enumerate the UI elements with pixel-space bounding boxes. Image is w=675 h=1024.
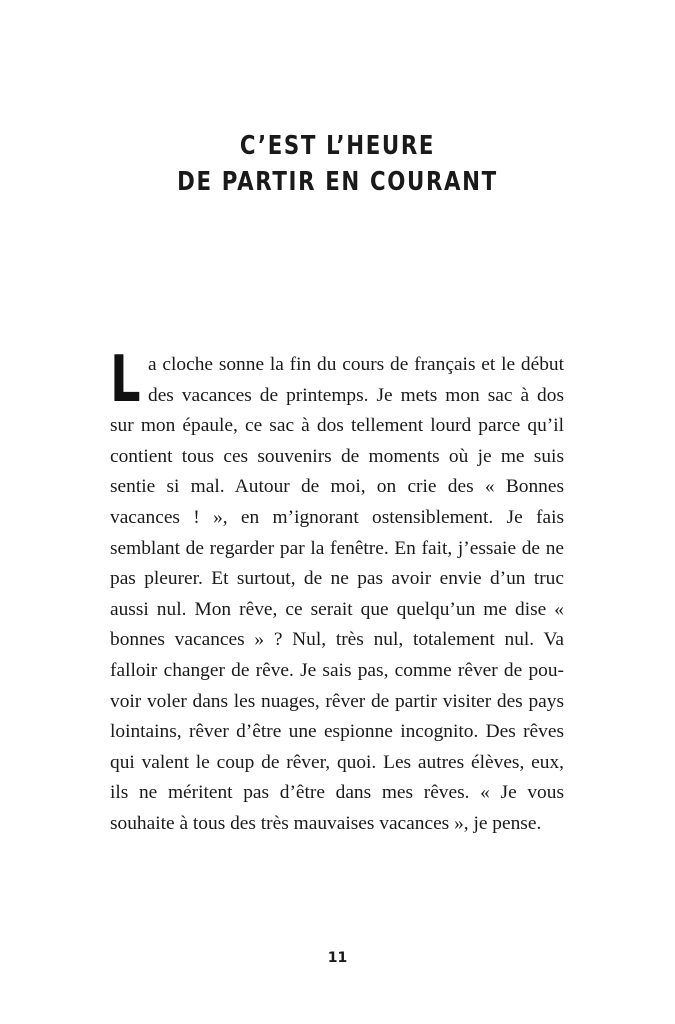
page-number: 11: [327, 950, 348, 966]
chapter-title: [61, 128, 615, 200]
paragraph-text: a cloche sonne la fin du cours de français et le début des vacances de printemps. Je mets mon sac à dos sur mon épaule, ce sac à dos tellement lourd parce qu’il contient tous ces souvenirs de moments où je me suis sentie si mal. Autour de moi, on crie des « Bonnes vacances ! », en m’ignorant ostensiblement. Je fais semblant de regarder par la fenêtre. En fait, j’essaie de ne pas pleurer. Et surtout, de ne pas avoir envie d’un truc aussi nul. Mon rêve, ce serait que quelqu’un me dise « bonnes vacances » ? Nul, très nul, totalement nul. Va falloir changer de rêve. Je sais pas, comme rêver de pouvoir voler dans les nuages, rêver de partir visiter des pays lointains, rêver d’être une espionne incognito. Des rêves qui valent le coup de rêver, quoi. Les autres élèves, eux, ils ne méritent pas d’être dans mes rêves. « Je vous souhaite à tous des très mauvaises vacances », je pense.: [110, 354, 564, 834]
drop-cap: L: [110, 343, 141, 417]
chapter-title-line-2: DE PARTIR EN COURANT: [177, 167, 498, 197]
body-paragraph: [110, 343, 564, 840]
chapter-title-line-1: C’EST L’HEURE: [239, 131, 436, 161]
